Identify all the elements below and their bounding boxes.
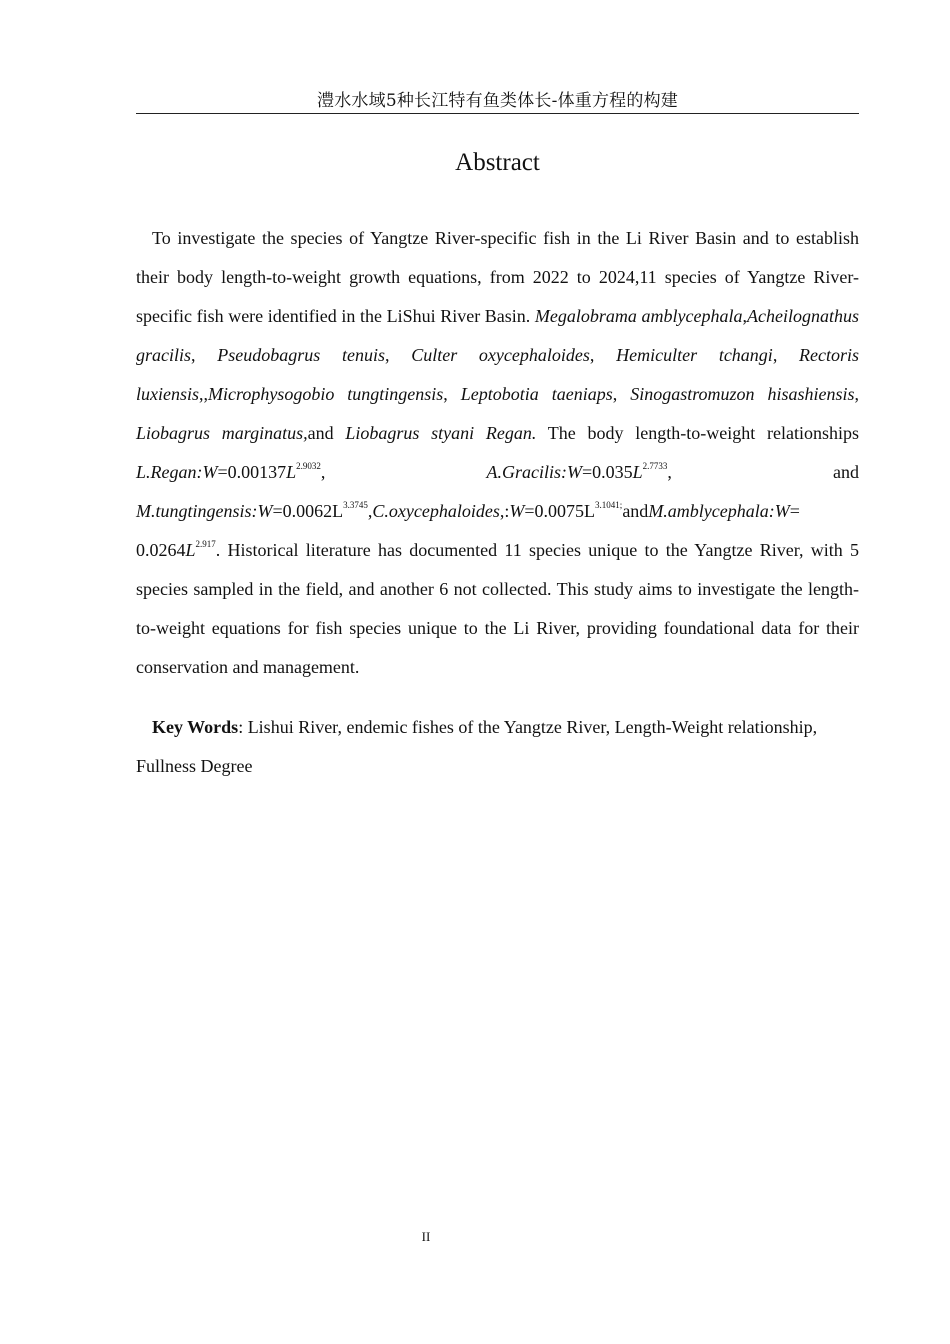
equation-exponent: 3.1041;: [595, 500, 623, 510]
equation-variable: L: [185, 540, 196, 560]
equation-exponent: 2.7733: [642, 461, 668, 471]
keywords-paragraph: [136, 708, 859, 786]
equation-lhs: L.Regan:W: [136, 462, 218, 482]
keywords-text: : Lishui River, endemic fishes of the Yangtze River, Length-Weight relationship, Fullness Degree: [136, 717, 818, 776]
punctuation: ,: [854, 384, 860, 404]
equation-lhs: C.oxycephaloides: [372, 501, 500, 521]
running-header: 澧水水域5种长江特有鱼类体长-体重方程的构建: [136, 90, 859, 114]
species-name: Megalobrama amblycephala: [534, 306, 743, 326]
keywords-label: Key Words: [152, 717, 239, 737]
punctuation: ,: [191, 345, 218, 365]
equation-lhs: M.amblycephala:W: [648, 501, 790, 521]
punctuation: ,,: [199, 384, 208, 404]
abstract-title: Abstract: [455, 149, 540, 176]
species-name: Acheilognathus gracilis: [136, 306, 859, 365]
punctuation: ,: [772, 345, 800, 365]
conjunction: and: [307, 423, 346, 443]
species-name: Pseudobagrus tenuis: [217, 345, 385, 365]
equation-lhs: A.Gracilis:W: [486, 462, 582, 482]
punctuation: ,:: [499, 501, 510, 521]
equation-exponent: 3.3745: [343, 500, 368, 510]
punctuation: ,: [742, 306, 747, 326]
species-name: Sinogastromuzon hisashiensis: [630, 384, 855, 404]
conjunction: and: [622, 501, 649, 521]
equation-coefficient: =0.035: [581, 462, 633, 482]
punctuation: ,: [384, 345, 412, 365]
equation-coefficient: = 0.0264: [136, 501, 800, 560]
equation-coefficient: =0.0075L: [524, 501, 596, 521]
species-name: Culter oxycephaloides: [411, 345, 590, 365]
punctuation: ,: [443, 384, 461, 404]
equation-coefficient: =0.0062L: [272, 501, 344, 521]
equation-exponent: 2.917: [195, 539, 216, 549]
separator: , and: [667, 462, 859, 482]
equation-variable: L: [286, 462, 297, 482]
abstract-intro-text: To investigate the species of Yangtze River-specific fish in the Li River Basin and to establish their body length-to-weight growth equations, from 2022 to 2024,11 species of Yangtze River-specific fish were identified in the LiShui River Basin.: [136, 228, 859, 326]
equation-exponent: 2.9032: [296, 461, 321, 471]
species-name: Liobagrus marginatus,: [136, 423, 308, 443]
abstract-body: [136, 219, 859, 687]
separator: ,: [320, 462, 487, 482]
separator: ,: [367, 501, 373, 521]
punctuation: ,: [589, 345, 617, 365]
equation-lhs: M.tungtingensis:W: [136, 501, 273, 521]
species-name: Liobagrus styani Regan.: [345, 423, 537, 443]
page-number: II: [421, 1229, 431, 1244]
abstract-conclusion-text: . Historical literature has documented 11 species unique to the Yangtze River, with 5 species sampled in the field, and another 6 not collected. This study aims to investigate the length-to-weight equations for fish species unique to the Li River, providing foundational data for their conservation and management.: [136, 540, 859, 677]
species-name: Hemiculter tchangi: [616, 345, 773, 365]
equation-variable: W: [509, 501, 525, 521]
species-name: Leptobotia taeniaps: [460, 384, 613, 404]
species-name: Microphysogobio tungtingensis: [208, 384, 444, 404]
relationships-intro: The body length-to-weight relationships: [536, 423, 859, 443]
species-name: Rectoris luxiensis: [136, 345, 860, 404]
punctuation: ,: [612, 384, 631, 404]
equation-coefficient: =0.00137: [217, 462, 287, 482]
equation-variable: L: [632, 462, 643, 482]
